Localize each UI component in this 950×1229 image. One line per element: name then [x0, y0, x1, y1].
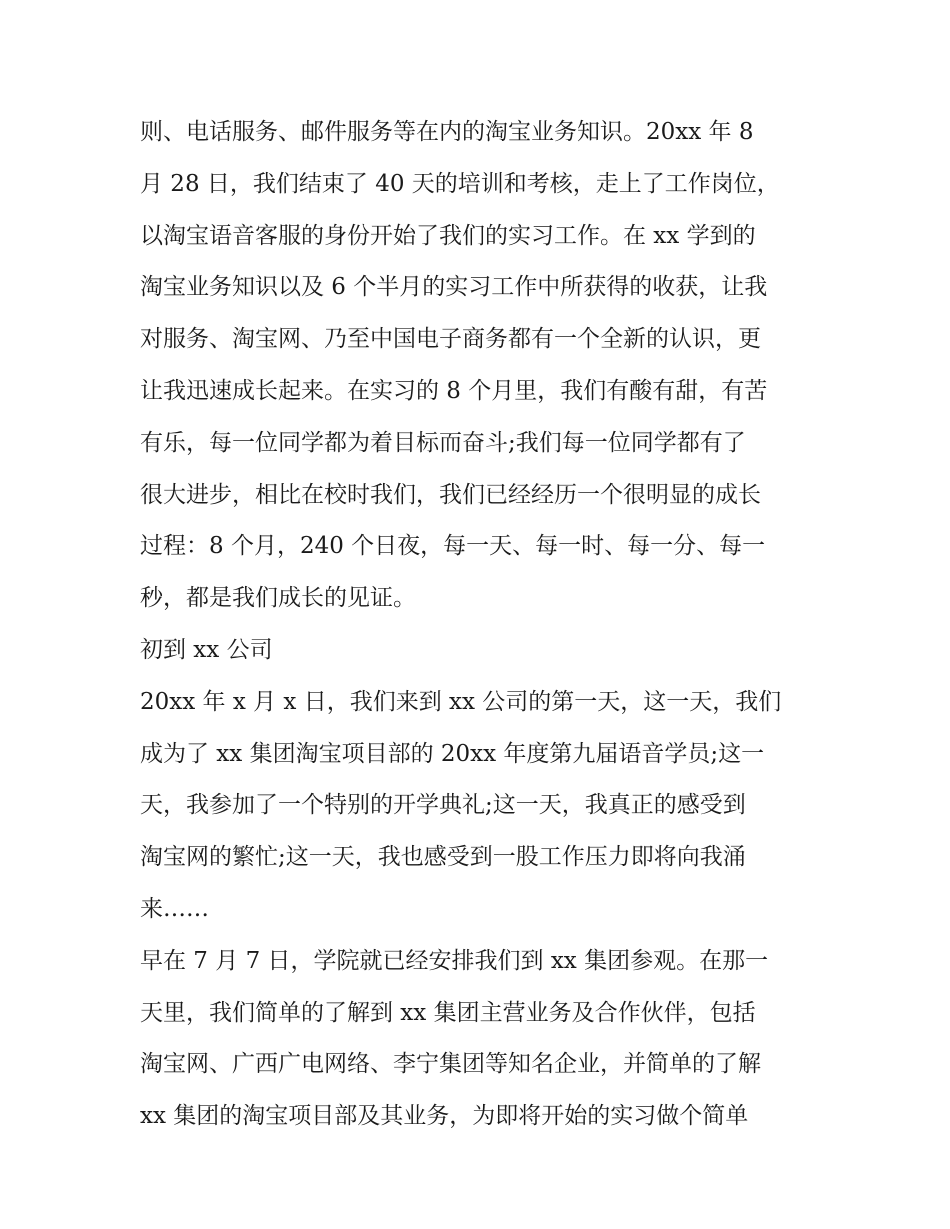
- text-line: 以淘宝语音客服的身份开始了我们的实习工作。在 xx 学到的: [140, 222, 756, 249]
- text-line: xx 集团的淘宝项目部及其业务，为即将开始的实习做个简单: [140, 1103, 749, 1130]
- text-line: 早在 7 月 7 日，学院就已经安排我们到 xx 集团参观。在那一: [140, 947, 769, 974]
- section-heading: 初到 xx 公司: [140, 636, 273, 663]
- text-line: 20xx 年 x 月 x 日，我们来到 xx 公司的第一天，这一天，我们: [140, 688, 782, 715]
- text-line: 成为了 xx 集团淘宝项目部的 20xx 年度第九届语音学员;这一: [140, 740, 765, 767]
- text-line: 很大进步，相比在校时我们，我们已经经历一个很明显的成长: [140, 481, 761, 508]
- text-line: 月 28 日，我们结束了 40 天的培训和考核，走上了工作岗位，: [140, 170, 780, 197]
- text-line: 让我迅速成长起来。在实习的 8 个月里，我们有酸有甜，有苦: [140, 377, 768, 404]
- text-line: 天里，我们简单的了解到 xx 集团主营业务及合作伙伴，包括: [140, 999, 756, 1026]
- text-line: 过程：8 个月，240 个日夜，每一天、每一时、每一分、每一: [140, 533, 766, 560]
- text-line: 对服务、淘宝网、乃至中国电子商务都有一个全新的认识，更: [140, 326, 761, 353]
- document-body: [140, 107, 840, 1143]
- text-line: 则、电话服务、邮件服务等在内的淘宝业务知识。20xx 年 8: [140, 119, 754, 145]
- text-line: 淘宝网、广西广电网络、李宁集团等知名企业，并简单的了解: [140, 1051, 761, 1078]
- text-line: 淘宝业务知识以及 6 个半月的实习工作中所获得的收获，让我: [140, 274, 768, 301]
- text-line: 有乐，每一位同学都为着目标而奋斗;我们每一位同学都有了: [140, 429, 746, 456]
- text-line: 秒，都是我们成长的见证。: [140, 585, 416, 612]
- text-line: 天，我参加了一个特别的开学典礼;这一天，我真正的感受到: [140, 792, 746, 819]
- text-line: 来……: [140, 895, 209, 922]
- text-line: 淘宝网的繁忙;这一天，我也感受到一股工作压力即将向我涌: [140, 844, 746, 871]
